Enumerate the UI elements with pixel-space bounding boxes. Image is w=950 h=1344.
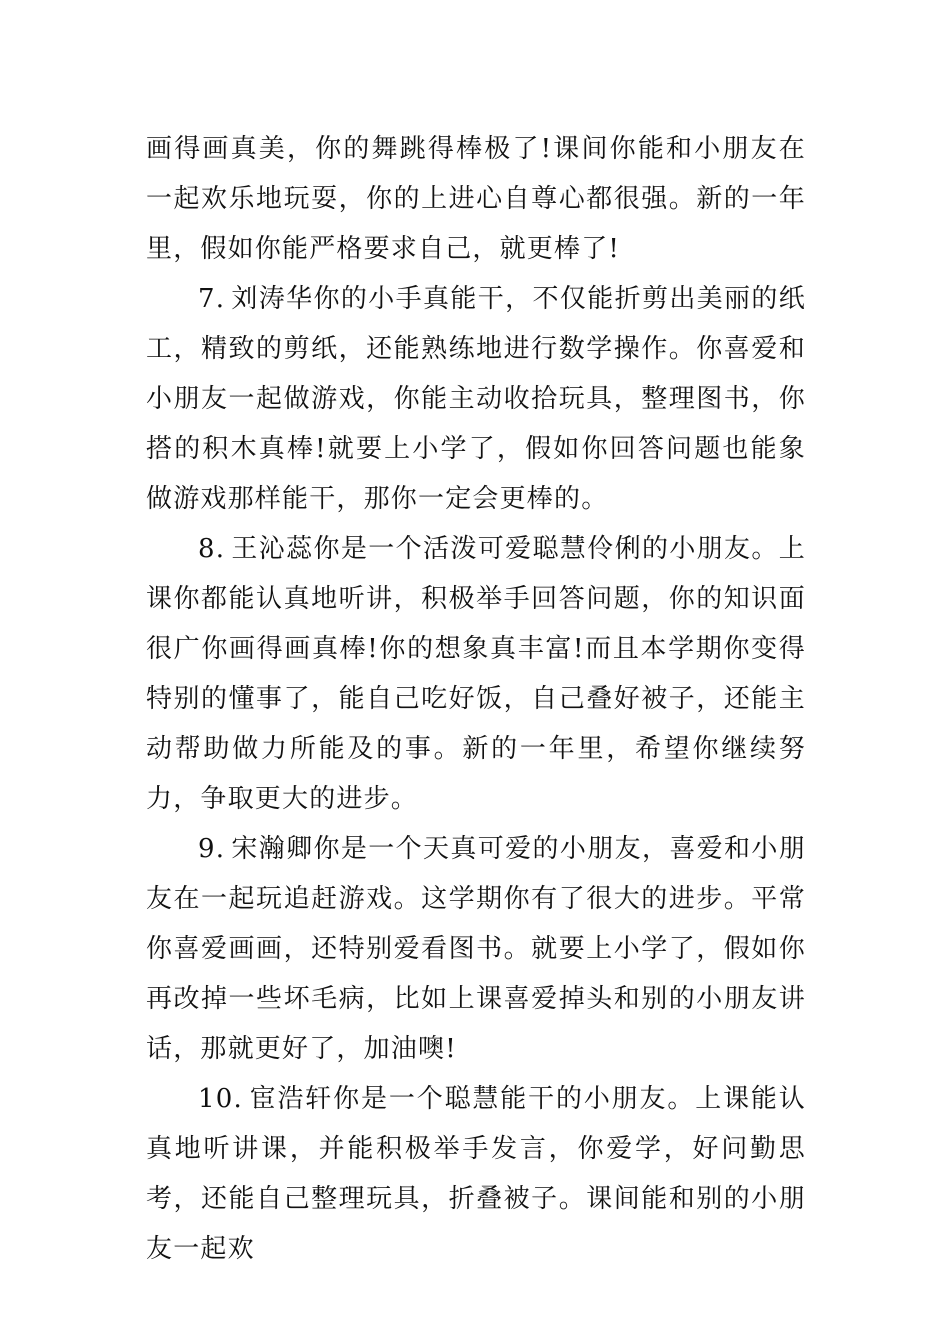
paragraph-text: 王沁蕊你是一个活泼可爱聪慧伶俐的小朋友。上课你都能认真地听讲，积极举手回答问题，你的知识面很广你画得画真棒!你的想象真丰富!而且本学期你变得特别的懂事了，能自己吃好饭，自己叠好被子，还能主动帮助做力所能及的事。新的一年里，希望你继续努力，争取更大的进步。 — [146, 534, 806, 814]
paragraph-item-9 — [146, 824, 806, 1074]
paragraph-text: 宦浩轩你是一个聪慧能干的小朋友。上课能认真地听讲课，并能积极举手发言，你爱学，好问勤思考，还能自己整理玩具，折叠被子。课间能和别的小朋友一起欢 — [146, 1084, 806, 1264]
paragraph-number: 10. — [198, 1084, 243, 1114]
document-body — [146, 124, 806, 1274]
paragraph-item-7 — [146, 274, 806, 524]
paragraph-continued — [146, 124, 806, 274]
paragraph-item-10 — [146, 1074, 806, 1274]
paragraph-item-8 — [146, 524, 806, 824]
paragraph-text: 宋瀚卿你是一个天真可爱的小朋友，喜爱和小朋友在一起玩追赶游戏。这学期你有了很大的进步。平常你喜爱画画，还特别爱看图书。就要上小学了，假如你再改掉一些坏毛病，比如上课喜爱掉头和别的小朋友讲话，那就更好了，加油噢! — [146, 834, 806, 1064]
paragraph-number: 7. — [198, 284, 226, 314]
paragraph-text: 画得画真美，你的舞跳得棒极了!课间你能和小朋友在一起欢乐地玩耍，你的上进心自尊心都很强。新的一年里，假如你能严格要求自己，就更棒了! — [146, 134, 806, 264]
paragraph-number: 8. — [198, 534, 226, 564]
paragraph-number: 9. — [198, 834, 226, 864]
paragraph-text: 刘涛华你的小手真能干，不仅能折剪出美丽的纸工，精致的剪纸，还能熟练地进行数学操作。你喜爱和小朋友一起做游戏，你能主动收拾玩具，整理图书，你搭的积木真棒!就要上小学了，假如你回答问题也能象做游戏那样能干，那你一定会更棒的。 — [146, 284, 806, 514]
